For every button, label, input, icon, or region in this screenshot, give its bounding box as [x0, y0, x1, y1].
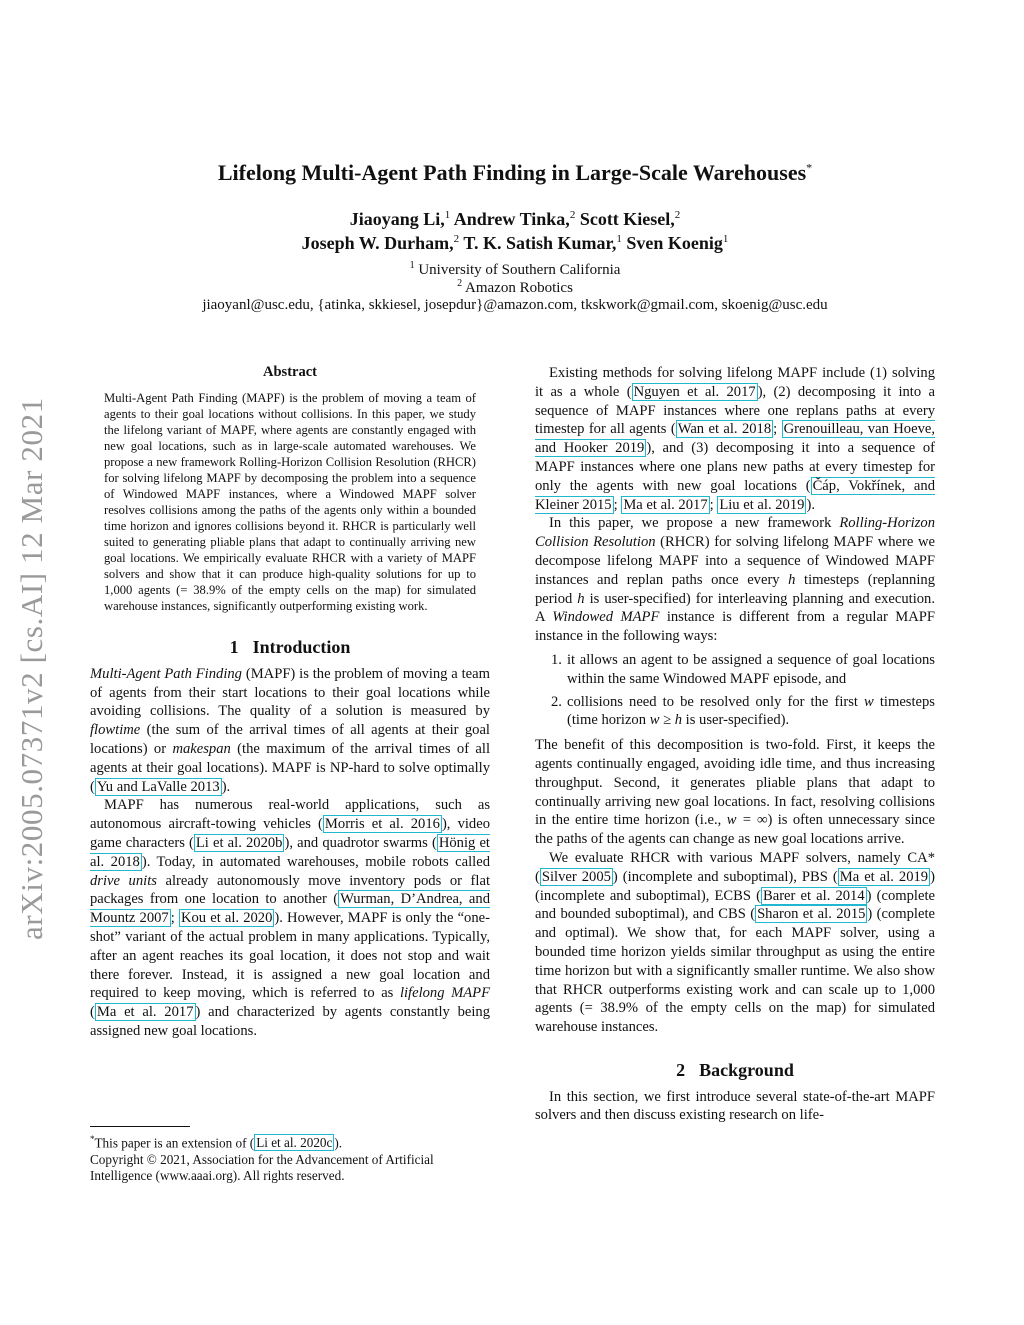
affiliation-1 — [90, 260, 940, 279]
author-name: Jiaoyang Li, — [349, 209, 445, 229]
text-run: timesteps (replanning period — [535, 571, 935, 607]
left-column — [90, 364, 490, 1041]
citation-link[interactable]: Wurman, D’Andrea, and Mountz 2007 — [90, 891, 491, 927]
text-run: is user-specified) for interleaving planning and execution. A — [535, 590, 935, 626]
affiliation-2 — [90, 278, 940, 297]
author-name: Sven Koenig — [626, 233, 723, 253]
affiliation-name: Amazon Robotics — [465, 280, 573, 296]
text-run: This paper is an extension of ( — [94, 1135, 255, 1151]
intro-paragraph-1 — [90, 665, 490, 797]
citation-link[interactable]: Morris et al. 2016 — [324, 816, 440, 833]
math-w-ge-h: w ≥ h — [649, 712, 683, 729]
text-run: ) is often unnecessary since the paths of the agents can change as new goal locations arrive. — [535, 812, 935, 848]
author-name: Joseph W. Durham, — [301, 233, 454, 253]
windowed-mapf-list — [535, 651, 935, 730]
text-run: ), (2) decomposing it into a sequence of MAPF instances where one replans paths at every timestep for all agents ( — [535, 383, 935, 438]
author-line-1 — [90, 209, 940, 230]
title-footnote-mark: * — [806, 160, 813, 175]
affiliation-name: University of Southern California — [418, 262, 621, 278]
author-affiliation-mark: 2 — [569, 209, 576, 221]
text-run: ; — [773, 421, 782, 438]
text-run: Existing methods for solving lifelong MAPF include (1) solving it as a whole ( — [535, 365, 935, 400]
citation-link[interactable]: Ma et al. 2017 — [623, 496, 708, 513]
right-paragraph-1 — [535, 364, 935, 514]
text-run: ) and characterized by agents constantly being assigned new goal locations. — [90, 1004, 490, 1039]
text-run: MAPF has numerous real-world applications, such as autonomous aircraft-towing vehicles ( — [90, 797, 490, 833]
citation-link[interactable]: Čáp, Vokřínek, and Kleiner 2015 — [535, 477, 935, 513]
text-run: The benefit of this decomposition is two-fold. First, it keeps the agents continually engaged, avoiding idle time, and thus increasing throughput. Second, it generates pliable plans that adapt to continually arriving new goal locations. In fact, resolving collisions in the entire time horizon (i.e., — [535, 737, 935, 829]
footnote-mark: * — [90, 1134, 95, 1144]
math-h: h — [788, 571, 796, 588]
section-title: Introduction — [252, 637, 351, 657]
intro-paragraph-2 — [90, 796, 490, 1040]
list-item — [551, 651, 935, 689]
section-title: Background — [699, 1059, 794, 1080]
text-run: ) (complete and optimal). We show that, for each MAPF solver, using a bounded time horizon yields similar throughput as using the entire time horizon but with a significantly smaller runtime. We also show that RHCR outperforms existing work and can scale up to 1,000 agents (= 38.9% of the empty cells on the map) for simulated warehouse instances. — [535, 906, 935, 1036]
text-run: ), video game characters ( — [90, 816, 490, 851]
text-run: ) (incomplete and suboptimal), ECBS ( — [535, 868, 935, 904]
text-run: ). However, MAPF is only the “one-shot” variant of the actual problem in many applications. Typically, after an agent reaches its goal location, it does not stop and wait there forever. Instead, it is assigned a new goal location and required to keep moving, which is referred to as — [90, 910, 490, 1002]
author-affiliation-mark: 1 — [722, 233, 729, 245]
term-rhcr: Rolling-Horizon Collision Resolution — [535, 515, 935, 551]
abstract — [104, 364, 476, 614]
section-number: 1 — [229, 637, 239, 657]
title-text: Lifelong Multi-Agent Path Finding in Large-Scale Warehouses — [217, 160, 807, 185]
list-number: 1. — [551, 651, 562, 668]
right-paragraph-3 — [535, 736, 935, 849]
text-run: (the sum of the arrival times of all agents at their goal locations) or — [90, 722, 490, 757]
author-line-2 — [90, 233, 940, 254]
text-run: ; — [613, 496, 622, 513]
text-run: is user-specified). — [682, 712, 790, 729]
affiliation-number: 2 — [457, 278, 463, 289]
footnote — [90, 1131, 490, 1152]
author-name: Scott Kiesel, — [579, 209, 675, 229]
text-run: ; — [709, 496, 718, 513]
section-number: 2 — [676, 1059, 686, 1080]
math-h: h — [577, 590, 585, 607]
text-run: ( — [90, 1004, 95, 1021]
text-run: (MAPF) is the problem of moving a team of agents from their start locations to their goal locations while avoiding collisions. The quality of a solution is measured by — [90, 665, 490, 720]
term-mapf: Multi-Agent Path Finding — [90, 665, 242, 682]
term-windowed-mapf: Windowed MAPF — [552, 609, 660, 626]
text-run: ), and (3) decomposing it into a sequence of MAPF instances where one plans new paths at every timestep for only the agents with new goal locations ( — [535, 440, 936, 494]
abstract-heading: Abstract — [263, 364, 317, 380]
introduction-heading — [90, 638, 490, 657]
citation-link[interactable]: Kou et al. 2020 — [180, 910, 273, 927]
text-run: ). Today, in automated warehouses, mobile robots called — [141, 853, 490, 870]
author-affiliation-mark: 1 — [616, 233, 622, 245]
affiliation-number: 1 — [409, 260, 415, 271]
citation-link[interactable]: Wan et al. 2018 — [677, 421, 772, 438]
text-run: ) (complete and bounded suboptimal), and CBS ( — [535, 887, 935, 923]
paper-title — [90, 160, 940, 186]
footnote-area — [90, 1126, 490, 1184]
text-run: We evaluate RHCR with various MAPF solvers, namely CA* ( — [535, 849, 935, 885]
text-run: ). — [334, 1135, 343, 1151]
citation-link[interactable]: Silver 2005 — [541, 868, 611, 885]
text-run: instance is different from a regular MAPF instance in the following ways: — [535, 609, 936, 645]
term-flowtime: flowtime — [90, 722, 141, 739]
text-run: ), and quadrotor swarms ( — [284, 834, 437, 851]
list-item — [551, 693, 935, 731]
author-name: T. K. Satish Kumar, — [463, 233, 617, 253]
citation-link[interactable]: Liu et al. 2019 — [719, 496, 805, 513]
term-makespan: makespan — [172, 740, 231, 757]
citation-link[interactable]: Ma et al. 2017 — [96, 1004, 194, 1021]
math-w: w — [864, 693, 874, 710]
list-number: 2. — [551, 693, 562, 710]
text-run: (RHCR) for solving lifelong MAPF where we decompose lifelong MAPF into a sequence of Windowed MAPF instances and replan paths once every — [535, 534, 935, 588]
text-run: collisions need to be resolved only for the first — [567, 693, 865, 710]
right-column — [535, 364, 935, 1125]
arxiv-identifier-stamp: arXiv:2005.07371v2 [cs.AI] 12 Mar 2021 — [14, 397, 49, 940]
citation-link[interactable]: Li et al. 2020b — [195, 834, 283, 851]
background-paragraph: In this section, we first introduce several state-of-the-art MAPF solvers and then discuss existing research on life- — [535, 1088, 935, 1124]
citation-link[interactable]: Ma et al. 2019 — [839, 868, 929, 885]
background-heading — [535, 1061, 935, 1080]
author-affiliation-mark: 2 — [674, 209, 681, 221]
citation-link[interactable]: Hönig et al. 2018 — [90, 834, 490, 870]
text-run: ). — [221, 778, 231, 795]
footnote-divider — [90, 1126, 190, 1127]
text-run: already autonomously move inventory pods or flat packages from one location to another ( — [90, 872, 490, 908]
text-run: ) (incomplete and suboptimal), PBS ( — [612, 868, 838, 885]
citation-link[interactable]: Yu and LaValle 2013 — [96, 778, 220, 795]
author-emails: jiaoyanl@usc.edu, {atinka, skkiesel, josepdur}@amazon.com, tkskwork@gmail.com, skoenig@usc.edu — [202, 297, 828, 313]
author-affiliation-mark: 1 — [444, 209, 451, 221]
term-drive-units: drive units — [90, 872, 157, 889]
math-w-infinity: w = ∞ — [726, 812, 768, 829]
list-text: it allows an agent to be assigned a sequence of goal locations within the same Windowed MAPF episode, and — [567, 651, 935, 687]
list-text — [567, 693, 935, 731]
right-paragraph-2 — [535, 514, 935, 646]
citation-link[interactable]: Nguyen et al. 2017 — [633, 383, 756, 400]
text-run: (the maximum of the arrival times of all agents at their goal locations). MAPF is NP-hard to solve optimally ( — [90, 740, 490, 795]
citation-link[interactable]: Barer et al. 2014 — [762, 887, 865, 904]
text-run: ). — [806, 496, 815, 513]
citation-link[interactable]: Grenouilleau, van Hoeve, and Hooker 2019 — [535, 421, 935, 457]
copyright-notice: Copyright © 2021, Association for the Advancement of Artificial Intelligence (www.aaai.org). All rights reserved. — [90, 1151, 434, 1183]
right-paragraph-4 — [535, 849, 935, 1037]
term-lifelong-mapf: lifelong MAPF — [399, 985, 490, 1002]
citation-link[interactable]: Li et al. 2020c — [256, 1135, 333, 1151]
text-run: ; — [170, 910, 179, 927]
text-run: In this paper, we propose a new framework — [549, 515, 840, 532]
abstract-text: Multi-Agent Path Finding (MAPF) is the problem of moving a team of agents to their goal locations without collisions. In this paper, we study the lifelong variant of MAPF, where agents are constantly engaged with new goal locations, such as in large-scale automated warehouses. We propose a new framework Rolling-Horizon Collision Resolution (RHCR) for solving lifelong MAPF by decomposing the problem into a sequence of Windowed MAPF instances, where a Windowed MAPF solver resolves collisions among the paths of the agents only within a bounded time horizon and ignores collisions beyond it. RHCR is particularly well suited to generating pliable plans that adapt to continually arriving new goal locations. We empirically evaluate RHCR with a variety of MAPF solvers and show that it can produce high-quality solutions for up to 1,000 agents (= 38.9% of the empty cells on the map) for simulated warehouse instances, significantly outperforming existing work. — [104, 391, 476, 613]
author-name: Andrew Tinka, — [453, 209, 570, 229]
author-affiliation-mark: 2 — [453, 233, 460, 245]
citation-link[interactable]: Sharon et al. 2015 — [757, 906, 866, 923]
text-run: timesteps (time horizon — [567, 693, 935, 729]
